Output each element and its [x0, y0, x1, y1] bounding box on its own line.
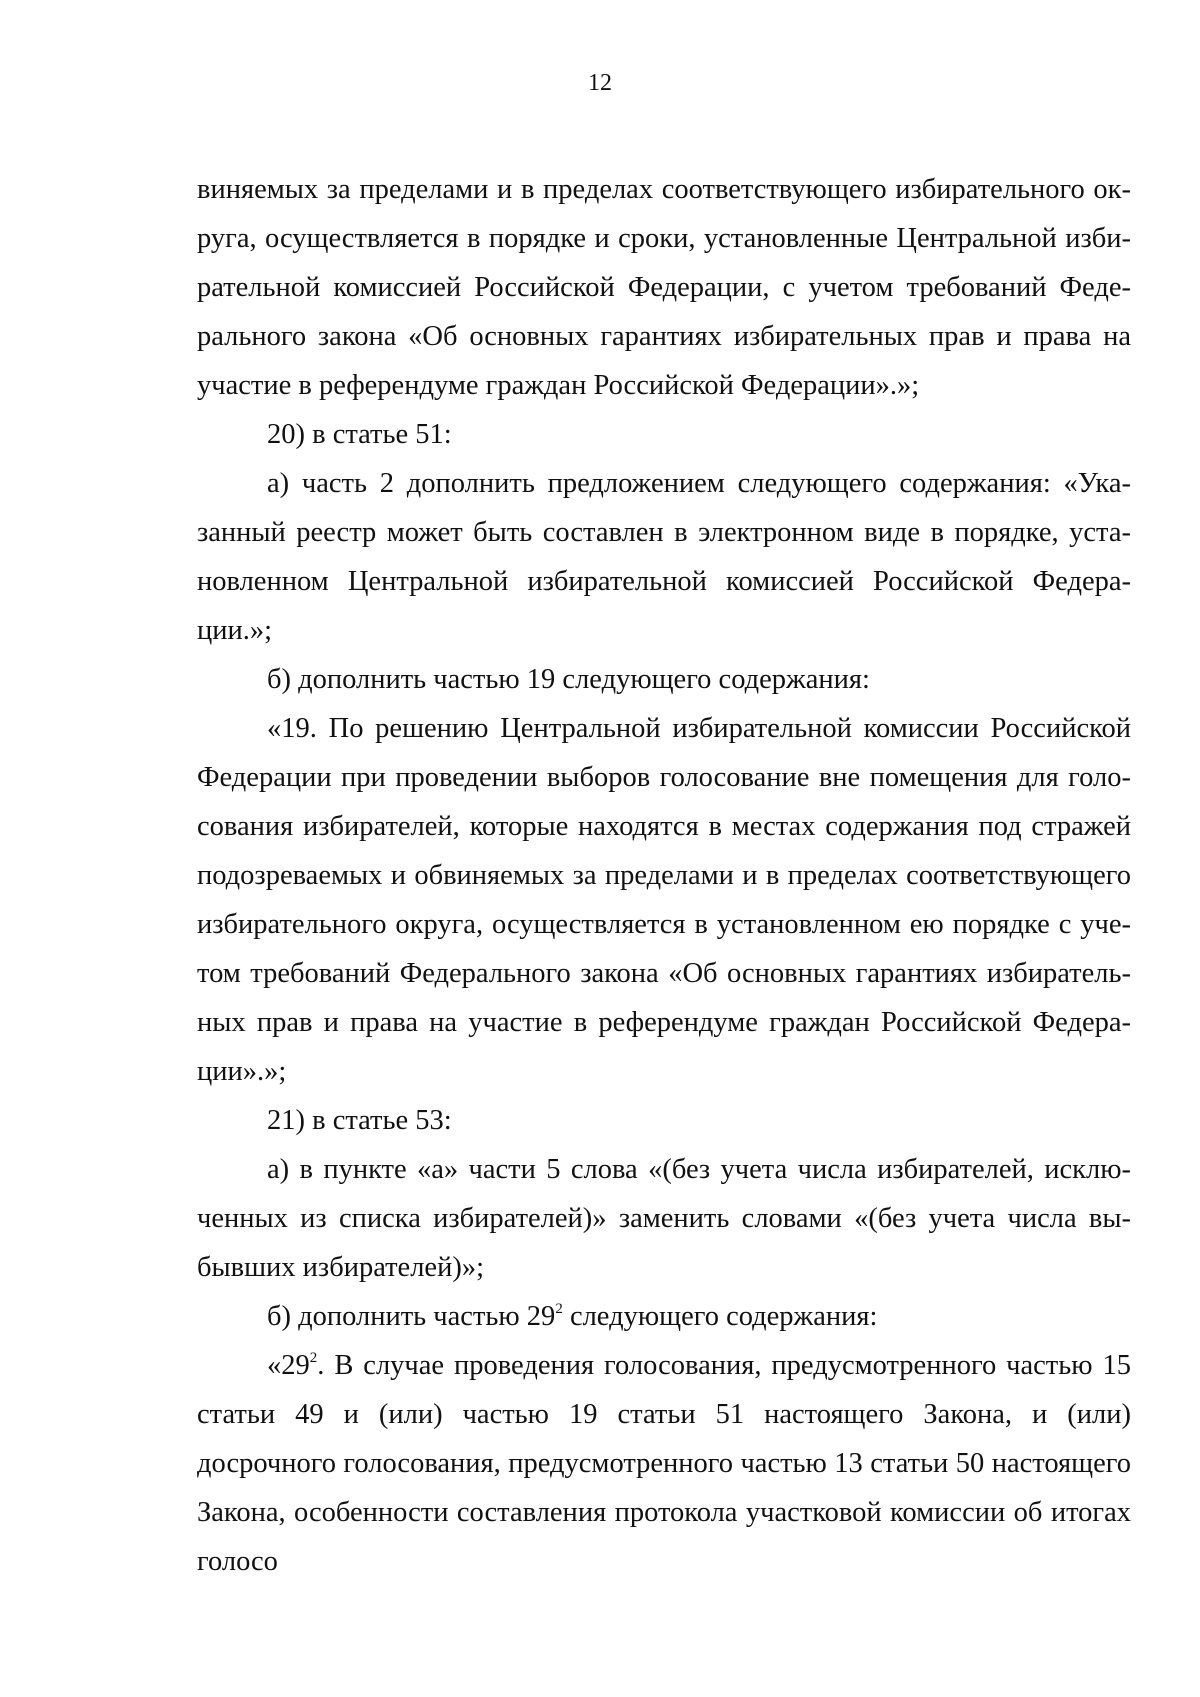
paragraph-item-21a: а) в пункте «а» части 5 слова «(без учета числа избирателей, исключенных из списка избирателей)» заменить словами «(без учета числа выбывших избирателей)»; [197, 1154, 1131, 1283]
paragraph-item-20: 20) в статье 51: [267, 419, 452, 450]
paragraph-text-start: б) дополнить частью 29 [267, 1301, 556, 1332]
superscript: 2 [555, 1301, 563, 1317]
page-number: 12 [588, 70, 612, 96]
paragraph-text-end: следующего содержания: [562, 1301, 878, 1332]
document-body [197, 165, 1131, 1586]
paragraph-text-end: . В случае проведения голосования, предусмотренного частью 15 статьи 49 и (или) частью 19 статьи 51 настоящего Закона, и (или) досрочного голосования, предусмотренного частью 13 статьи 50 настоящего Закона, особенности составления протокола участковой комиссии об итогах голосо [197, 1350, 1131, 1577]
paragraph-item-21b [197, 1292, 1131, 1341]
paragraph-item-20b: б) дополнить частью 19 следующего содержания: [267, 664, 870, 695]
paragraph-quoted-part-29-2 [197, 1341, 1131, 1586]
superscript: 2 [309, 1350, 318, 1366]
paragraph-item-21: 21) в статье 53: [267, 1105, 452, 1136]
paragraph-quoted-part-19: «19. По решению Центральной избирательной комиссии Российской Федерации при проведении выборов голосование вне помещения для голосования избирателей, которые находятся в местах содержания под стражей подозреваемых и обвиняемых за пределами и в пределах соответствующего избирательного округа, осуществляется в установленном ею порядке с учетом требований Федерального закона «Об основных гарантиях избирательных прав и права на участие в референдуме граждан Российской Федерации».»; [197, 713, 1131, 1087]
paragraph-item-20a: а) часть 2 дополнить предложением следующего содержания: «Указанный реестр может быть составлен в электронном виде в порядке, установленном Центральной избирательной комиссией Российской Федерации.»; [197, 468, 1131, 646]
paragraph-continuation: виняемых за пределами и в пределах соответствующего избирательного округа, осуществляется в порядке и сроки, установленные Центральной избирательной комиссией Российской Федерации, с учетом требований Федерального закона «Об основных гарантиях избирательных прав и права на участие в референдуме граждан Российской Федерации».»; [197, 174, 1131, 401]
paragraph-text-start: «29 [267, 1350, 310, 1381]
